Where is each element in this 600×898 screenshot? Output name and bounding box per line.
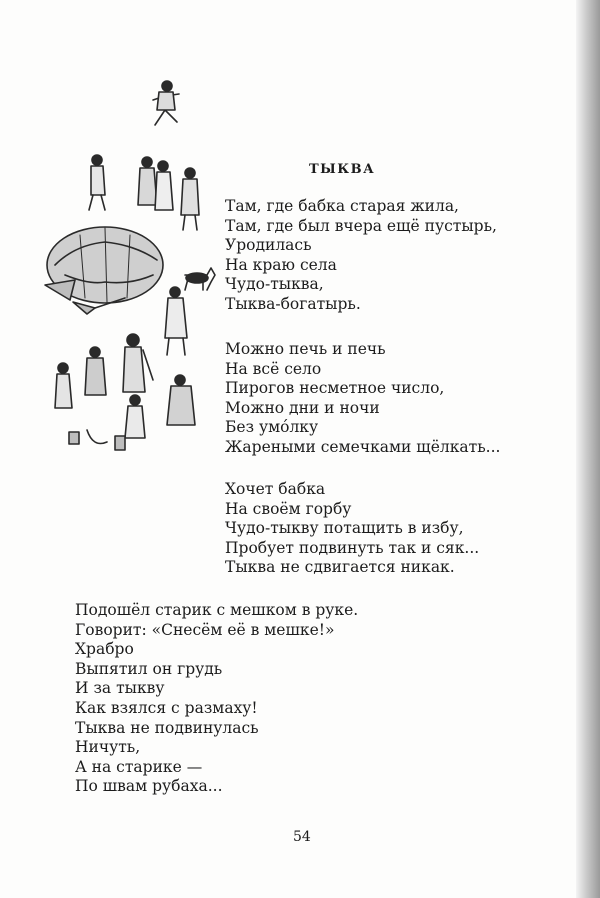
book-spine-shadow [576,0,600,898]
poem-line: Чудо-тыкву потащить в избу, [225,519,464,538]
poem-line: Ничуть, [75,738,141,757]
poem-line: Пробует подвинуть так и сяк... [225,538,480,557]
poem-line: Хочет бабка [225,480,326,498]
poem-line: Тыква не подвинулась [75,718,259,737]
poem-line: Подошёл старик с мешком в руке. [75,601,359,619]
poem-line: Можно печь и печь [225,340,386,358]
poem-line: На краю села [225,255,337,274]
poem-line: А на старике — [75,757,203,776]
poem-line: Там, где бабка старая жила, [225,197,459,215]
poem-line: На своём горбу [225,499,352,518]
poem-line: Как взялся с размаху! [75,698,258,717]
poem-line: По швам рубаха... [75,777,223,796]
poem-line: Уродилась [225,236,312,255]
poem-line: Говорит: «Снесём её в мешке!» [75,620,335,639]
buckets-illustration [69,430,125,450]
poem-line: И за тыкву [75,679,165,698]
poem-title: ТЫКВА [309,162,376,177]
poem-line: Чудо-тыква, [225,275,324,294]
page-number: 54 [293,829,311,845]
stanza-2 [225,340,500,458]
poem-line: Без умо́лку [225,418,319,437]
pumpkin-illustration [45,227,163,303]
poem-line: Там, где был вчера ещё пустырь, [225,216,497,235]
poem-line: На всё село [225,359,322,378]
lower-crowd-illustration [55,334,195,438]
running-figure-illustration [153,81,179,125]
poem-line: Храбро [75,640,134,659]
dog-illustration [185,268,215,290]
stanza-1 [225,197,497,315]
poem-line: Пирогов несметное число, [225,379,445,398]
poem-line: Тыква-богатырь. [225,294,361,313]
poem-line: Выпятил он грудь [75,659,223,678]
poem-line: Можно дни и ночи [225,398,380,417]
poem-line: Жареными семечками щёлкать... [225,437,501,456]
villagers-group-illustration [89,155,199,230]
villagers-pumpkin-illustration [35,70,235,470]
stanza-4 [75,601,358,797]
poem-line: Тыква не сдвигается никак. [225,558,455,577]
stanza-3 [225,480,479,578]
